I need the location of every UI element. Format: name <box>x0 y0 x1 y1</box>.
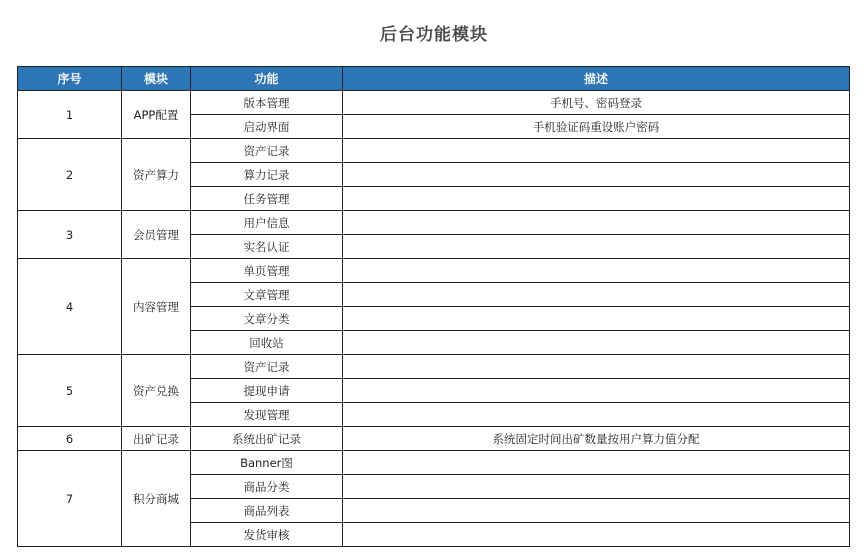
function-cell: 提现申请 <box>191 379 343 403</box>
function-cell: 文章分类 <box>191 307 343 331</box>
function-cell: 实名认证 <box>191 235 343 259</box>
function-cell: 商品列表 <box>191 499 343 523</box>
module-cell: 资产兑换 <box>122 355 191 427</box>
table-row <box>18 427 850 451</box>
description-cell <box>343 235 850 259</box>
description-cell <box>343 211 850 235</box>
function-cell: 任务管理 <box>191 187 343 211</box>
function-cell: 资产记录 <box>191 355 343 379</box>
function-cell: 商品分类 <box>191 475 343 499</box>
module-cell: 内容管理 <box>122 259 191 355</box>
seq-cell: 5 <box>18 355 122 427</box>
function-module-table <box>17 66 850 547</box>
table-row <box>18 259 850 283</box>
table-row <box>18 91 850 115</box>
function-cell: 发现管理 <box>191 403 343 427</box>
seq-cell: 3 <box>18 211 122 259</box>
description-cell <box>343 307 850 331</box>
description-cell <box>343 379 850 403</box>
description-cell <box>343 139 850 163</box>
description-cell <box>343 523 850 547</box>
function-cell: 版本管理 <box>191 91 343 115</box>
table-row <box>18 451 850 475</box>
description-cell <box>343 283 850 307</box>
header-module: 模块 <box>122 67 191 91</box>
description-cell <box>343 259 850 283</box>
description-cell <box>343 355 850 379</box>
description-cell <box>343 163 850 187</box>
seq-cell: 7 <box>18 451 122 547</box>
function-cell: Banner图 <box>191 451 343 475</box>
description-cell: 手机验证码重设账户密码 <box>343 115 850 139</box>
table-row <box>18 211 850 235</box>
header-function: 功能 <box>191 67 343 91</box>
description-cell <box>343 331 850 355</box>
seq-cell: 2 <box>18 139 122 211</box>
function-cell: 单页管理 <box>191 259 343 283</box>
function-cell: 系统出矿记录 <box>191 427 343 451</box>
module-cell: 积分商城 <box>122 451 191 547</box>
description-cell <box>343 403 850 427</box>
function-cell: 回收站 <box>191 331 343 355</box>
function-cell: 算力记录 <box>191 163 343 187</box>
description-cell: 手机号、密码登录 <box>343 91 850 115</box>
description-cell <box>343 475 850 499</box>
module-cell: APP配置 <box>122 91 191 139</box>
module-cell: 资产算力 <box>122 139 191 211</box>
seq-cell: 6 <box>18 427 122 451</box>
description-cell <box>343 187 850 211</box>
function-cell: 用户信息 <box>191 211 343 235</box>
function-cell: 资产记录 <box>191 139 343 163</box>
function-cell: 启动界面 <box>191 115 343 139</box>
page-title: 后台功能模块 <box>380 25 488 45</box>
table-row <box>18 139 850 163</box>
module-cell: 出矿记录 <box>122 427 191 451</box>
table-row <box>18 355 850 379</box>
description-cell <box>343 451 850 475</box>
header-description: 描述 <box>343 67 850 91</box>
header-seq: 序号 <box>18 67 122 91</box>
module-cell: 会员管理 <box>122 211 191 259</box>
seq-cell: 1 <box>18 91 122 139</box>
function-cell: 发货审核 <box>191 523 343 547</box>
description-cell: 系统固定时间出矿数量按用户算力值分配 <box>343 427 850 451</box>
seq-cell: 4 <box>18 259 122 355</box>
table-header-row <box>18 67 850 91</box>
function-cell: 文章管理 <box>191 283 343 307</box>
description-cell <box>343 499 850 523</box>
